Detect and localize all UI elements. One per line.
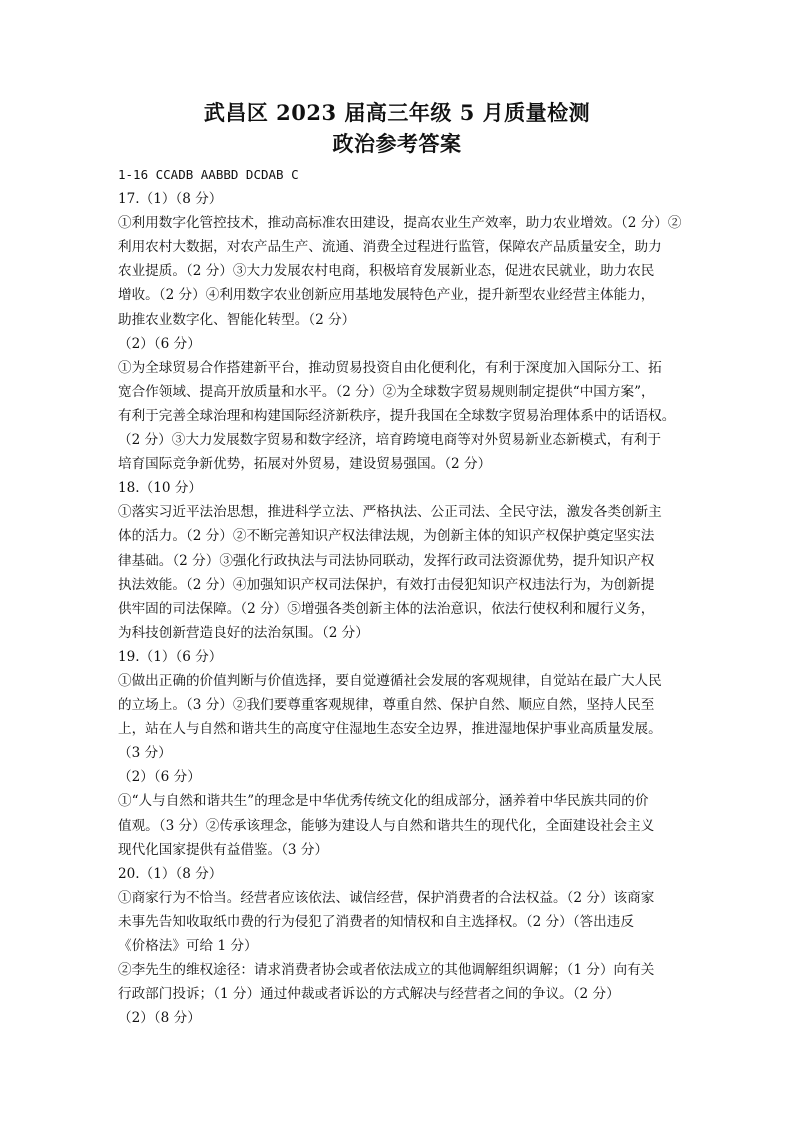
answer-body [118,163,688,1030]
answer-line: 培育国际竞争新优势，拓展对外贸易，建设贸易强国。（2 分） [118,456,492,473]
answer-line: 现代化国家提供有益借鉴。（3 分） [118,841,329,858]
answer-line: 有利于完善全球治理和构建国际经济新秩序，提升我国在全球数字贸易治理体系中的话语权。 [118,407,676,424]
answer-line: 为科技创新营造良好的法治氛围。（2 分） [118,624,369,641]
answer-line: ①为全球贸易合作搭建新平台，推动贸易投资自由化便利化，有利于深度加入国际分工、拓 [118,359,662,376]
answer-line: 增收。（2 分）④利用数字农业创新应用基地发展特色产业，提升新型农业经营主体能力， [118,287,655,304]
answer-line: （3 分） [118,745,172,762]
answer-line: ①商家行为不恰当。经营者应该依法、诚信经营，保护消费者的合法权益。（2 分）该商家 [118,889,655,906]
document-title: 武昌区 2023 届高三年级 5 月质量检测 [203,100,591,125]
answer-line: ①做出正确的价值判断与价值选择，要自觉遵循社会发展的客观规律，自觉站在最广大人民 [118,672,662,689]
answer-line: 《价格法》可给 1 分） [118,938,258,954]
answer-line: ①“人与自然和谐共生”的理念是中华优秀传统文化的组成部分，涵养着中华民族共同的价 [118,793,649,810]
question-heading: 18.（10 分） [118,480,203,497]
answer-line: 农业提质。（2 分）③大力发展农村电商，积极培育发展新业态，促进农民就业，助力农民 [118,263,655,280]
answer-line: 行政部门投诉；（1 分）通过仲裁或者诉讼的方式解决与经营者之间的争议。（2 分） [118,986,620,1003]
answer-line: ①落实习近平法治思想，推进科学立法、严格执法、公正司法、全民守法，激发各类创新主 [118,504,662,521]
document-subtitle: 政治参考答案 [332,131,462,156]
answer-line: 律基础。（2 分）③强化行政执法与司法协同联动，发挥行政司法资源优势，提升知识产权 [118,552,655,569]
multiple-choice-answers: 1-16 CCADB AABBD DCDAB C [118,167,299,182]
answer-line: 值观。（3 分）②传承该理念，能够为建设人与自然和谐共生的现代化，全面建设社会主义 [118,817,655,834]
answer-line: （2 分）③大力发展数字贸易和数字经济，培育跨境电商等对外贸易新业态新模式，有利于 [118,432,662,449]
answer-line: 的立场上。（3 分）②我们要尊重客观规律，尊重自然、保护自然、顺应自然，坚持人民至 [118,697,655,714]
answer-line: 上，站在人与自然和谐共生的高度守住湿地生态安全边界，推进湿地保护事业高质量发展。 [118,721,662,738]
question-heading: （2）（8 分） [118,1010,201,1027]
answer-line: 执法效能。（2 分）④加强知识产权司法保护，有效打击侵犯知识产权违法行为，为创新提 [118,576,655,593]
question-heading: （2）（6 分） [118,335,201,352]
question-heading: 17.（1）（8 分） [118,191,223,208]
answer-line: 未事先告知收取纸巾费的行为侵犯了消费者的知情权和自主选择权。（2 分）（答出违反 [118,913,634,930]
answer-line: 助推农业数字化、智能化转型。（2 分） [118,311,356,328]
question-heading: （2）（6 分） [118,769,201,786]
answer-line: 体的活力。（2 分）②不断完善知识产权法律法规，为创新主体的知识产权保护奠定坚实法 [118,528,655,545]
answer-line: 供牢固的司法保障。（2 分）⑤增强各类创新主体的法治意识，依法行使权利和履行义务， [118,600,655,617]
answer-line: ①利用数字化管控技术，推动高标准农田建设，提高农业生产效率，助力农业增效。（2 分）② [118,215,682,232]
answer-line: 宽合作领域、提高开放质量和水平。（2 分）②为全球数字贸易规则制定提供“中国方案”， [118,383,655,400]
question-heading: 20.（1）（8 分） [118,865,223,882]
answer-line: ②李先生的维权途径：请求消费者协会或者依法成立的其他调解组织调解；（1 分）向有关 [118,962,655,979]
answer-line: 利用农村大数据，对农产品生产、流通、消费全过程进行监管，保障农产品质量安全，助力 [118,239,662,256]
question-heading: 19.（1）（6 分） [118,648,223,665]
